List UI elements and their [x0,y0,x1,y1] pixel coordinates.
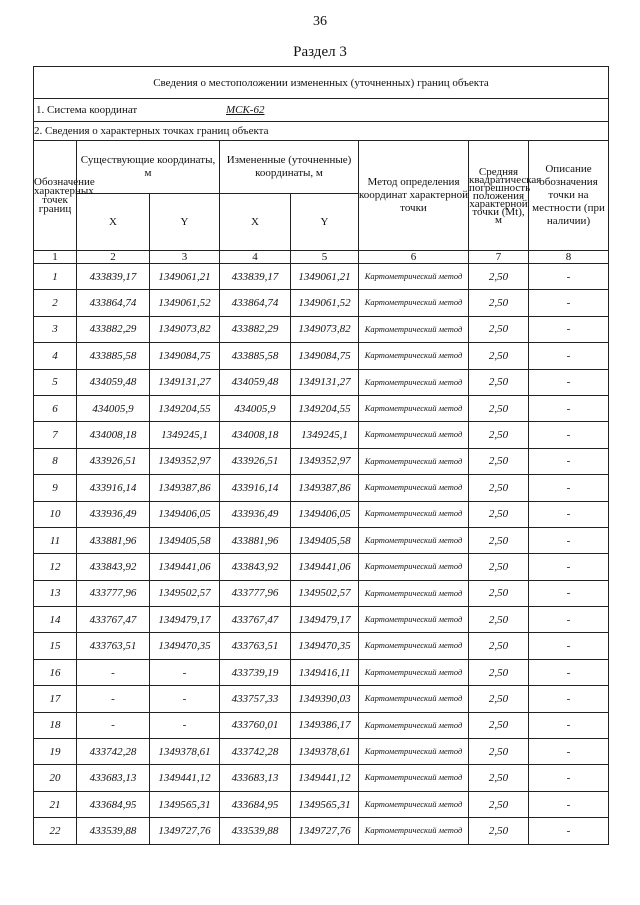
changed-y-cell: 1349406,05 [291,501,359,527]
table-row [34,633,609,659]
description-cell: - [529,739,609,765]
changed-y-cell: 1349405,58 [291,527,359,553]
point-number-cell: 8 [34,448,77,474]
description-cell: - [529,343,609,369]
header-description: Описание обозначения точки на местности (при наличии) [529,141,609,251]
existing-y-cell: 1349073,82 [150,316,220,342]
changed-y-cell: 1349061,52 [291,290,359,316]
accuracy-cell: 2,50 [469,607,529,633]
point-number-cell: 3 [34,316,77,342]
description-cell: - [529,765,609,791]
existing-y-cell: 1349727,76 [150,818,220,844]
header-method: Метод определения координат характерной точки [359,141,469,251]
existing-x-cell: 433885,58 [77,343,150,369]
existing-x-cell: 433777,96 [77,580,150,606]
accuracy-cell: 2,50 [469,290,529,316]
accuracy-cell: 2,50 [469,448,529,474]
column-number: 8 [529,251,609,264]
changed-y-cell: 1349245,1 [291,422,359,448]
accuracy-cell: 2,50 [469,580,529,606]
existing-y-cell: 1349405,58 [150,527,220,553]
accuracy-cell: 2,50 [469,343,529,369]
existing-x-cell: - [77,686,150,712]
existing-x-cell: 433843,92 [77,554,150,580]
existing-x-cell: - [77,712,150,738]
accuracy-cell: 2,50 [469,633,529,659]
column-number: 5 [291,251,359,264]
accuracy-cell: 2,50 [469,475,529,501]
description-cell: - [529,686,609,712]
method-cell: Картометрический метод [359,395,469,421]
point-number-cell: 10 [34,501,77,527]
accuracy-cell: 2,50 [469,765,529,791]
description-cell: - [529,501,609,527]
existing-y-cell: 1349470,35 [150,633,220,659]
method-cell: Картометрический метод [359,475,469,501]
point-number-cell: 6 [34,395,77,421]
boundary-points-table [33,66,609,845]
changed-y-cell: 1349386,17 [291,712,359,738]
description-cell: - [529,422,609,448]
table-row [34,316,609,342]
changed-y-cell: 1349131,27 [291,369,359,395]
changed-x-cell: 433839,17 [220,264,291,290]
point-number-cell: 14 [34,607,77,633]
accuracy-cell: 2,50 [469,712,529,738]
method-cell: Картометрический метод [359,369,469,395]
changed-x-cell: 433864,74 [220,290,291,316]
method-cell: Картометрический метод [359,633,469,659]
existing-x-cell: 433864,74 [77,290,150,316]
existing-x-cell: 433926,51 [77,448,150,474]
method-cell: Картометрический метод [359,580,469,606]
table-row [34,264,609,290]
existing-x-cell: 434005,9 [77,395,150,421]
point-number-cell: 9 [34,475,77,501]
description-cell: - [529,475,609,501]
changed-x-cell: 433767,47 [220,607,291,633]
description-cell: - [529,712,609,738]
existing-x-cell: 433916,14 [77,475,150,501]
changed-x-cell: 434005,9 [220,395,291,421]
existing-y-cell: 1349131,27 [150,369,220,395]
existing-x-cell: 433683,13 [77,765,150,791]
header-changed-coords: Измененные (уточненные) координаты, м [220,141,359,194]
existing-y-cell: 1349084,75 [150,343,220,369]
table-row [34,501,609,527]
description-cell: - [529,316,609,342]
table-row [34,554,609,580]
changed-x-cell: 433882,29 [220,316,291,342]
changed-y-cell: 1349502,57 [291,580,359,606]
table-row [34,607,609,633]
changed-x-cell: 433683,13 [220,765,291,791]
existing-y-cell: 1349565,31 [150,791,220,817]
method-cell: Картометрический метод [359,264,469,290]
changed-y-cell: 1349204,55 [291,395,359,421]
changed-x-cell: 433843,92 [220,554,291,580]
description-cell: - [529,527,609,553]
description-cell: - [529,395,609,421]
column-number: 6 [359,251,469,264]
point-number-cell: 2 [34,290,77,316]
existing-y-cell: 1349502,57 [150,580,220,606]
method-cell: Картометрический метод [359,765,469,791]
changed-x-cell: 433777,96 [220,580,291,606]
changed-x-cell: 433760,01 [220,712,291,738]
existing-y-cell: 1349204,55 [150,395,220,421]
existing-x-cell: 433684,95 [77,791,150,817]
changed-x-cell: 433916,14 [220,475,291,501]
changed-x-cell: 433881,96 [220,527,291,553]
changed-y-cell: 1349441,06 [291,554,359,580]
table-row [34,343,609,369]
accuracy-cell: 2,50 [469,739,529,765]
changed-y-cell: 1349479,17 [291,607,359,633]
description-cell: - [529,554,609,580]
method-cell: Картометрический метод [359,527,469,553]
accuracy-cell: 2,50 [469,554,529,580]
existing-y-cell: 1349479,17 [150,607,220,633]
changed-y-cell: 1349727,76 [291,818,359,844]
table-row [34,422,609,448]
changed-x-cell: 433936,49 [220,501,291,527]
changed-y-cell: 1349470,35 [291,633,359,659]
changed-y-cell: 1349084,75 [291,343,359,369]
existing-y-cell: 1349406,05 [150,501,220,527]
changed-y-cell: 1349441,12 [291,765,359,791]
method-cell: Картометрический метод [359,686,469,712]
existing-x-cell: 434008,18 [77,422,150,448]
changed-x-cell: 433742,28 [220,739,291,765]
table-row [34,791,609,817]
point-number-cell: 17 [34,686,77,712]
header-changed-x: X [220,194,291,251]
method-cell: Картометрический метод [359,554,469,580]
coord-system-row [34,99,609,122]
point-number-cell: 22 [34,818,77,844]
changed-y-cell: 1349390,03 [291,686,359,712]
method-cell: Картометрический метод [359,739,469,765]
accuracy-cell: 2,50 [469,659,529,685]
existing-x-cell: 433882,29 [77,316,150,342]
description-cell: - [529,580,609,606]
point-number-cell: 13 [34,580,77,606]
table-caption: Сведения о местоположении измененных (уточненных) границ объекта [34,67,609,99]
table-row [34,818,609,844]
method-cell: Картометрический метод [359,818,469,844]
existing-y-cell: - [150,659,220,685]
changed-y-cell: 1349378,61 [291,739,359,765]
header-existing-y: Y [150,194,220,251]
existing-y-cell: - [150,686,220,712]
description-cell: - [529,448,609,474]
accuracy-cell: 2,50 [469,264,529,290]
point-number-cell: 11 [34,527,77,553]
method-cell: Картометрический метод [359,501,469,527]
existing-y-cell: 1349378,61 [150,739,220,765]
existing-x-cell: 433839,17 [77,264,150,290]
header-existing-coords: Существующие координаты, м [77,141,220,194]
point-number-cell: 4 [34,343,77,369]
point-number-cell: 12 [34,554,77,580]
table-row [34,369,609,395]
method-cell: Картометрический метод [359,659,469,685]
accuracy-cell: 2,50 [469,818,529,844]
method-cell: Картометрический метод [359,290,469,316]
point-number-cell: 21 [34,791,77,817]
changed-x-cell: 434008,18 [220,422,291,448]
changed-y-cell: 1349416,11 [291,659,359,685]
section-title: Раздел 3 [293,44,347,60]
header-existing-x: X [77,194,150,251]
existing-x-cell: 433742,28 [77,739,150,765]
existing-x-cell: - [77,659,150,685]
description-cell: - [529,607,609,633]
changed-x-cell: 433757,33 [220,686,291,712]
changed-y-cell: 1349073,82 [291,316,359,342]
description-cell: - [529,659,609,685]
method-cell: Картометрический метод [359,422,469,448]
description-cell: - [529,264,609,290]
existing-y-cell: 1349245,1 [150,422,220,448]
column-number: 2 [77,251,150,264]
header-changed-y: Y [291,194,359,251]
existing-y-cell: - [150,712,220,738]
changed-x-cell: 433885,58 [220,343,291,369]
description-cell: - [529,818,609,844]
header-accuracy: Средняя квадратическая погрешность положения характерной точки (Mt), м [469,141,529,251]
accuracy-cell: 2,50 [469,369,529,395]
existing-x-cell: 433767,47 [77,607,150,633]
point-number-cell: 20 [34,765,77,791]
existing-x-cell: 433881,96 [77,527,150,553]
accuracy-cell: 2,50 [469,316,529,342]
description-cell: - [529,791,609,817]
table-row [34,527,609,553]
description-cell: - [529,369,609,395]
column-number: 3 [150,251,220,264]
existing-y-cell: 1349441,06 [150,554,220,580]
existing-x-cell: 434059,48 [77,369,150,395]
description-cell: - [529,290,609,316]
changed-x-cell: 433684,95 [220,791,291,817]
changed-y-cell: 1349352,97 [291,448,359,474]
existing-y-cell: 1349061,52 [150,290,220,316]
existing-x-cell: 433763,51 [77,633,150,659]
point-number-cell: 7 [34,422,77,448]
coord-system-label: 1. Система координат [36,104,138,116]
existing-y-cell: 1349061,21 [150,264,220,290]
table-row [34,739,609,765]
accuracy-cell: 2,50 [469,395,529,421]
changed-y-cell: 1349565,31 [291,791,359,817]
table-row [34,290,609,316]
column-number: 1 [34,251,77,264]
point-number-cell: 19 [34,739,77,765]
accuracy-cell: 2,50 [469,791,529,817]
changed-x-cell: 433926,51 [220,448,291,474]
accuracy-cell: 2,50 [469,527,529,553]
point-number-cell: 15 [34,633,77,659]
existing-y-cell: 1349441,12 [150,765,220,791]
changed-x-cell: 434059,48 [220,369,291,395]
point-number-cell: 1 [34,264,77,290]
existing-x-cell: 433936,49 [77,501,150,527]
method-cell: Картометрический метод [359,316,469,342]
existing-x-cell: 433539,88 [77,818,150,844]
table-row [34,686,609,712]
description-cell: - [529,633,609,659]
point-number-cell: 16 [34,659,77,685]
header-point-designation: Обозначение характерных точек границ [34,141,77,251]
method-cell: Картометрический метод [359,791,469,817]
accuracy-cell: 2,50 [469,422,529,448]
accuracy-cell: 2,50 [469,501,529,527]
table-row [34,580,609,606]
existing-y-cell: 1349387,86 [150,475,220,501]
existing-y-cell: 1349352,97 [150,448,220,474]
page-number: 36 [313,14,327,29]
table-row [34,475,609,501]
point-number-cell: 18 [34,712,77,738]
changed-x-cell: 433539,88 [220,818,291,844]
coord-system-value: МСК-62 [225,104,265,116]
table-row [34,712,609,738]
table-row [34,659,609,685]
changed-x-cell: 433739,19 [220,659,291,685]
points-label: 2. Сведения о характерных точках границ объекта [34,122,609,141]
table-row [34,765,609,791]
changed-y-cell: 1349061,21 [291,264,359,290]
method-cell: Картометрический метод [359,448,469,474]
changed-y-cell: 1349387,86 [291,475,359,501]
method-cell: Картометрический метод [359,343,469,369]
column-number: 4 [220,251,291,264]
accuracy-cell: 2,50 [469,686,529,712]
method-cell: Картометрический метод [359,607,469,633]
changed-x-cell: 433763,51 [220,633,291,659]
table-row [34,395,609,421]
column-number: 7 [469,251,529,264]
method-cell: Картометрический метод [359,712,469,738]
point-number-cell: 5 [34,369,77,395]
table-row [34,448,609,474]
